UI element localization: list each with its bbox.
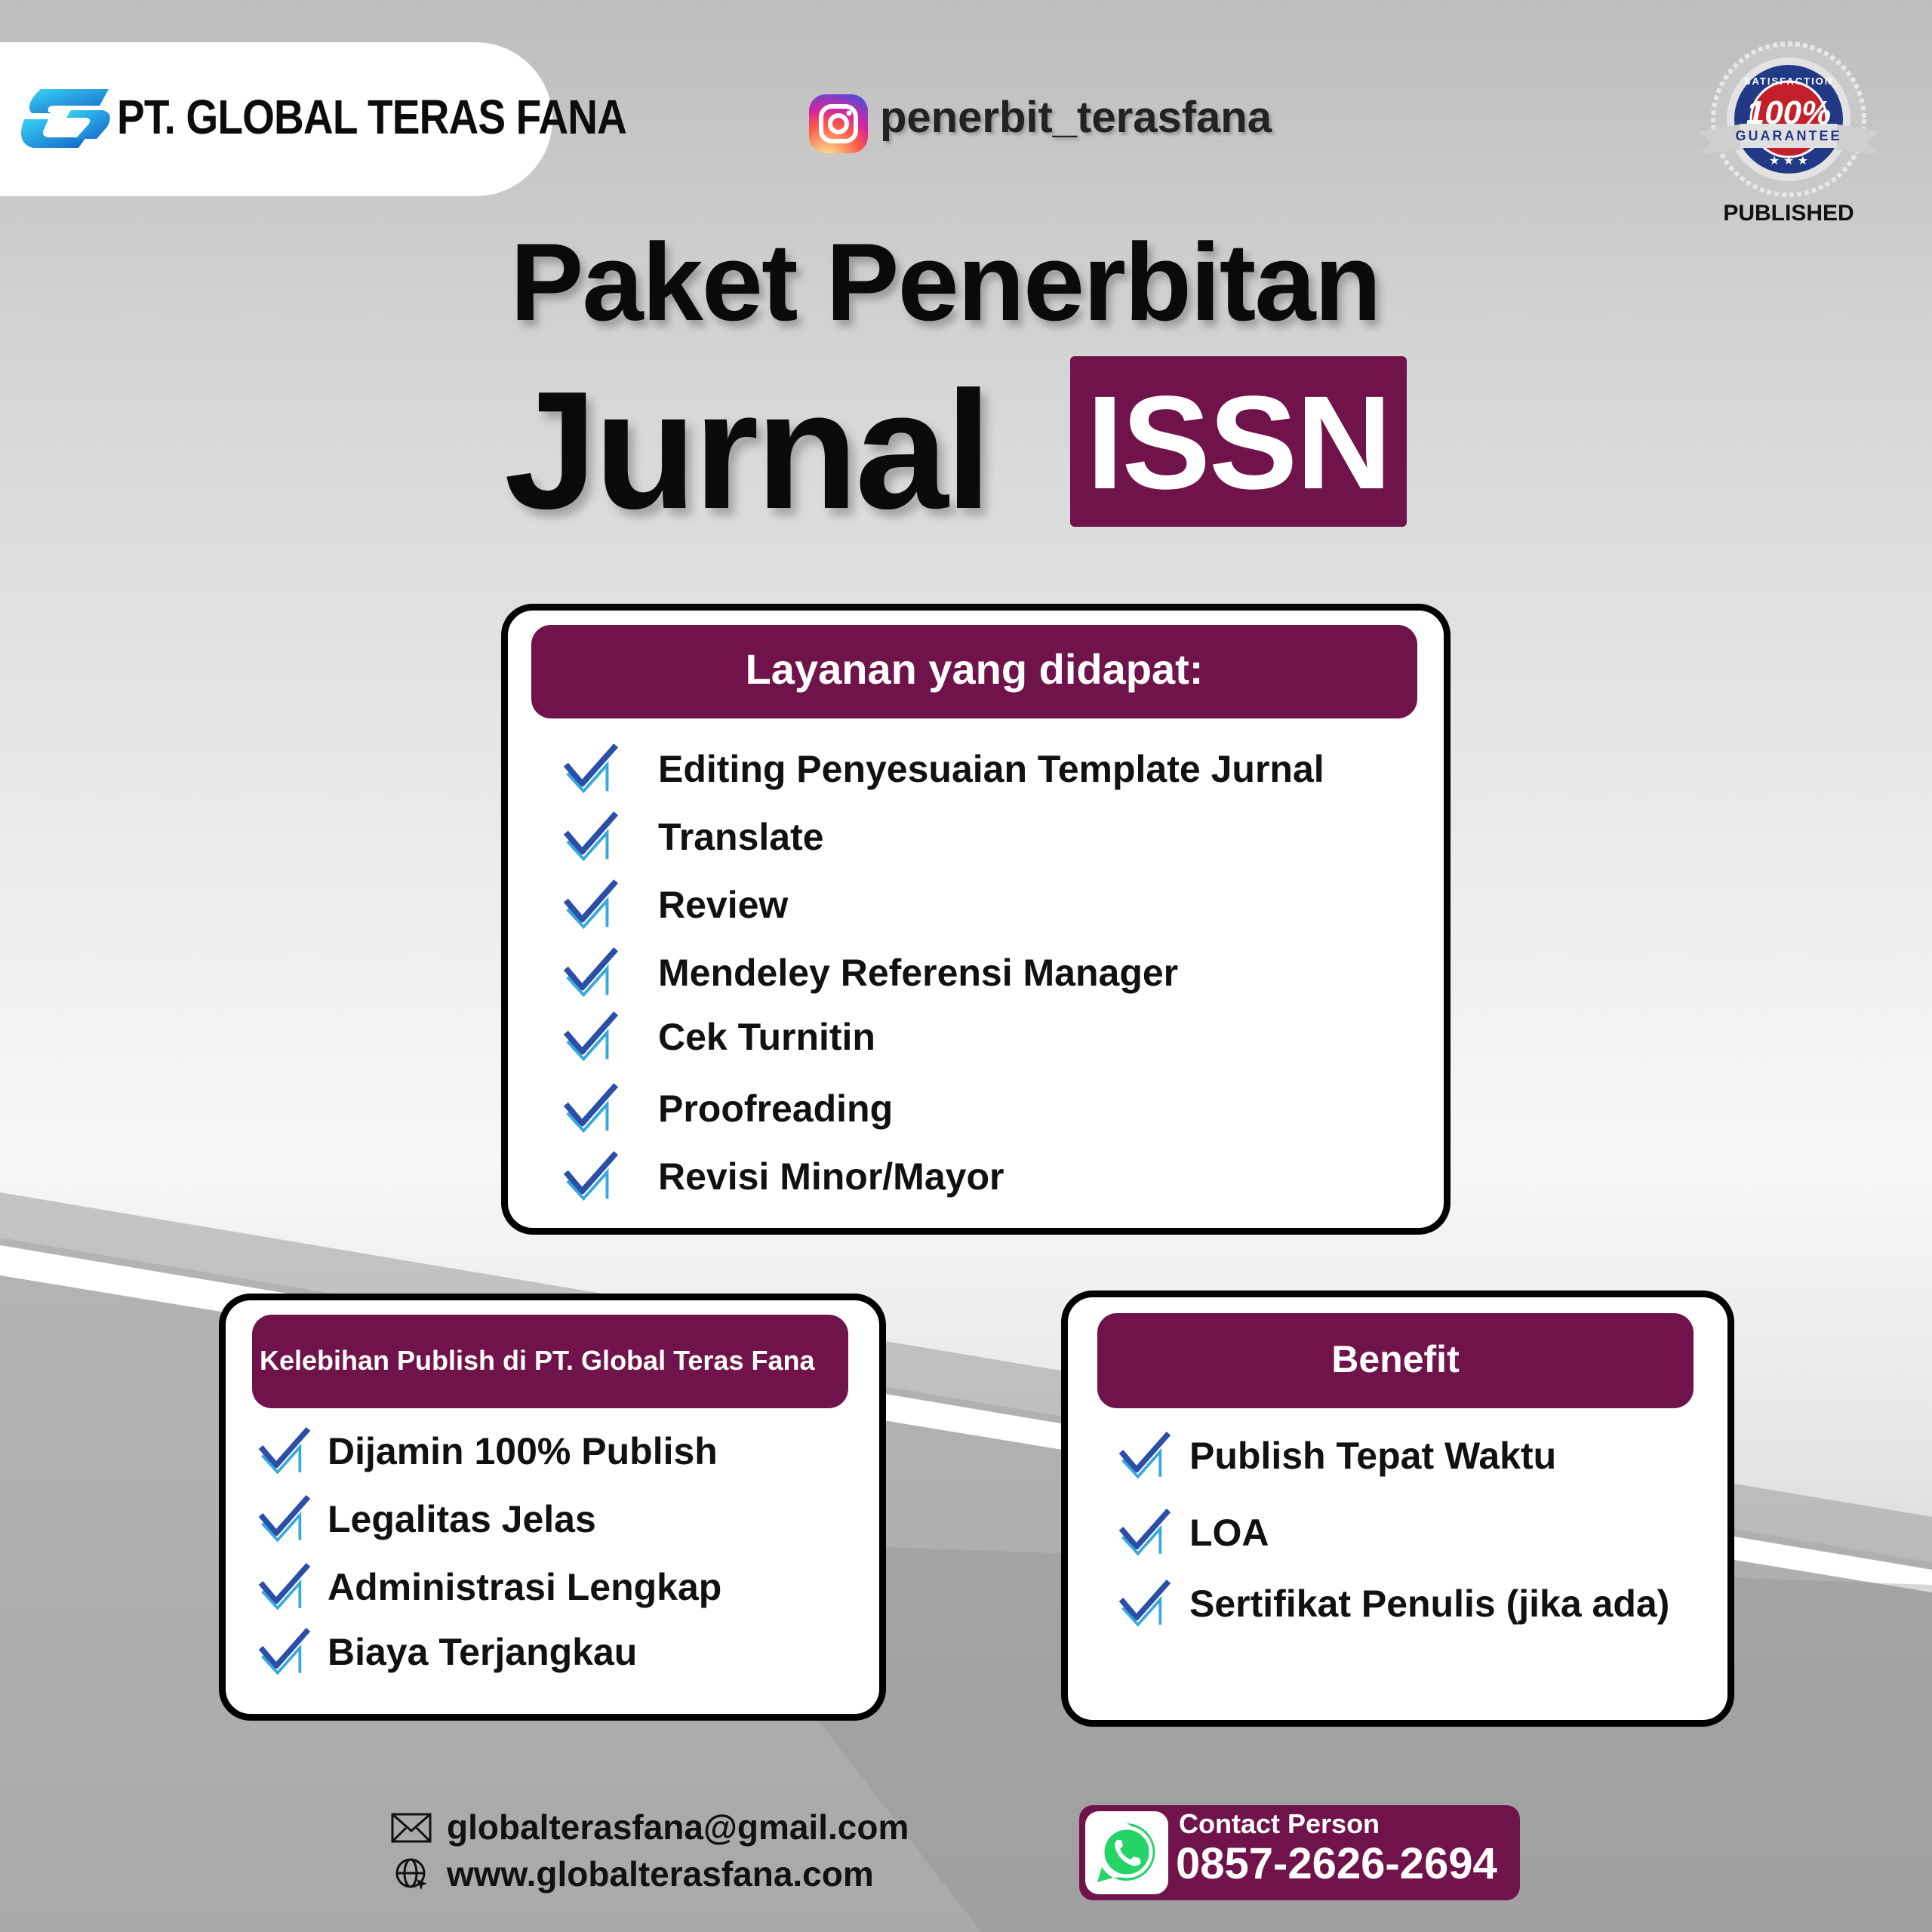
checkmark-icon (561, 875, 620, 934)
benefit-item-label: Sertifikat Penulis (jika ada) (1189, 1583, 1670, 1625)
advantages-item (257, 1624, 637, 1680)
badge-center-text: 100% (1746, 94, 1832, 131)
badge-top-text: SATISFACTION (1743, 75, 1834, 87)
badge-bottom-text: GUARANTEE (1735, 128, 1842, 143)
services-item-label: Proofreading (658, 1088, 894, 1130)
services-item (561, 1008, 875, 1066)
services-item-label: Review (658, 884, 789, 926)
checkmark-icon (1117, 1428, 1173, 1484)
contact-person-label: Contact Person (1179, 1808, 1380, 1839)
checkmark-icon (257, 1491, 312, 1547)
services-item-label: Revisi Minor/Mayor (658, 1155, 1004, 1198)
issn-highlight-text: ISSN (1086, 369, 1391, 517)
benefit-item (1117, 1576, 1669, 1632)
instagram-icon (809, 94, 868, 153)
services-item (561, 1079, 893, 1138)
satisfaction-guarantee-badge (1698, 36, 1879, 217)
advantages-item (257, 1559, 721, 1615)
brand-logo-icon (18, 83, 116, 151)
whatsapp-icon[interactable] (1085, 1811, 1168, 1894)
globe-icon (394, 1857, 430, 1893)
benefit-item-label: Publish Tepat Waktu (1189, 1435, 1557, 1477)
checkmark-icon (561, 740, 620, 798)
headline-line2: Jurnal (504, 357, 989, 544)
advantages-item (257, 1491, 596, 1547)
advantages-title: Kelebihan Publish di PT. Global Teras Fana (260, 1345, 815, 1376)
services-item-label: Cek Turnitin (658, 1016, 875, 1058)
services-item-label: Editing Penyesuaian Template Jurnal (658, 748, 1324, 790)
svg-text:★ ★ ★: ★ ★ ★ (1769, 155, 1808, 168)
advantages-item-label: Administrasi Lengkap (328, 1566, 722, 1608)
checkmark-icon (1117, 1505, 1173, 1561)
checkmark-icon (561, 808, 620, 866)
checkmark-icon (561, 1079, 620, 1138)
checkmark-icon (1117, 1576, 1173, 1632)
services-item (561, 875, 788, 934)
services-item (561, 1147, 1004, 1206)
contact-person-number[interactable]: 0857-2626-2694 (1176, 1839, 1497, 1888)
benefit-title: Benefit (1331, 1338, 1460, 1380)
checkmark-icon (257, 1423, 312, 1479)
brand-name: PT. GLOBAL TERAS FANA (117, 90, 627, 144)
advantages-item (257, 1423, 718, 1479)
services-item (561, 740, 1324, 798)
benefit-item (1117, 1428, 1556, 1484)
advantages-item-label: Dijamin 100% Publish (328, 1430, 718, 1472)
services-item-label: Mendeley Referensi Manager (658, 952, 1179, 994)
checkmark-icon (257, 1559, 312, 1615)
services-item (561, 808, 824, 866)
instagram-handle[interactable]: penerbit_terasfana (880, 93, 1272, 142)
advantages-item-label: Biaya Terjangkau (328, 1631, 638, 1673)
contact-email[interactable]: globalterasfana@gmail.com (447, 1807, 909, 1847)
checkmark-icon (257, 1624, 312, 1680)
benefit-item-label: LOA (1189, 1512, 1269, 1554)
services-title: Layanan yang didapat: (745, 645, 1204, 693)
headline-line1: Paket Penerbitan (510, 220, 1380, 343)
services-item-label: Translate (658, 816, 824, 858)
checkmark-icon (561, 943, 620, 1002)
checkmark-icon (561, 1147, 620, 1206)
services-item (561, 943, 1178, 1002)
benefit-item (1117, 1505, 1269, 1561)
mail-icon (391, 1813, 432, 1843)
checkmark-icon (561, 1008, 620, 1066)
advantages-item-label: Legalitas Jelas (328, 1498, 596, 1540)
badge-caption: PUBLISHED (1723, 201, 1854, 226)
contact-website[interactable]: www.globalterasfana.com (447, 1854, 874, 1894)
